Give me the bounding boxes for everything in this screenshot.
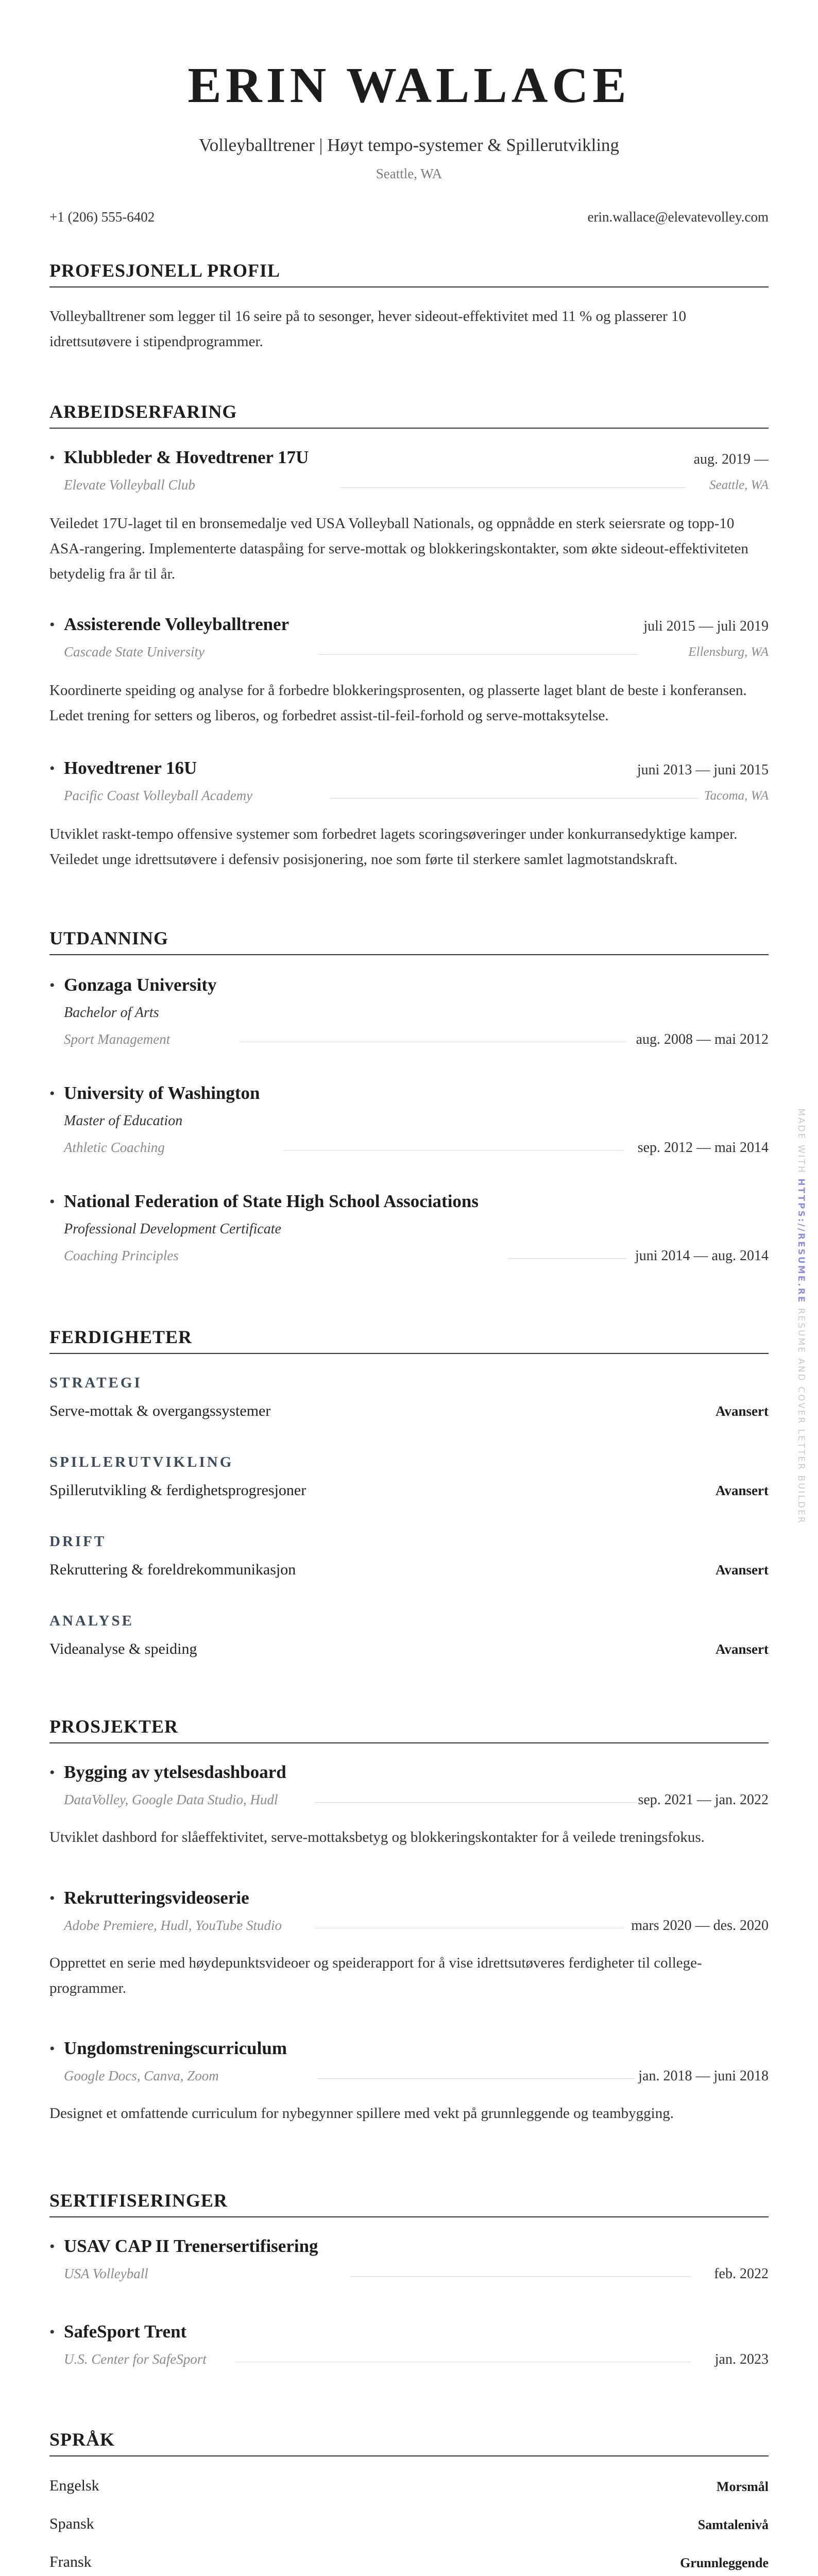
section-title-languages: SPRÅK [49,2429,769,2456]
language-name: Spansk [49,2515,94,2532]
section-title-skills: FERDIGHETER [49,1326,769,1354]
certification-name: SafeSport Trent [64,2321,187,2342]
experience-text: Koordinerte speiding og analyse for å forbedre blokkeringsprosenten, og plasserte laget blant de beste i konferansen. Ledet trening for setters og liberos, og forbedret assist-til-feil-forhold og serve-mottaksytelse. [49,682,747,724]
section-title-profile: PROFESJONELL PROFIL [49,260,769,287]
experience-text: Utviklet raskt-tempo offensive systemer som forbedret lagets scoringsøveringer under konkurransedyktige kamper. Veiledet unge idrettsutøvere i defensiv posisjonering, noe som førte til sterkere samlet lagmotstandskraft. [49,826,738,868]
bullet-icon: • [49,1085,55,1102]
watermark-suffix: RESUME AND COVER LETTER BUILDER [796,1308,806,1524]
divider [351,2276,691,2277]
experience-place: Tacoma, WA [704,789,769,803]
education-school: National Federation of State High School Associations [64,1191,479,1211]
candidate-name: ERIN WALLACE [188,58,630,113]
profile-text: Volleyballtrener som legger til 16 seire på to sesonger, hever sideout-effektivitet med 11 % og plasserer 10 idrettsutøvere i stipendprogrammer. [49,308,687,350]
experience-org: Cascade State University [64,644,204,659]
bullet-icon: • [49,616,55,633]
experience-place: Seattle, WA [709,478,769,492]
education-dates: aug. 2008 — mai 2012 [636,1031,769,1047]
divider [317,2078,634,2079]
project-tools: Adobe Premiere, Hudl, YouTube Studio [64,1918,282,1933]
bullet-icon: • [49,449,55,466]
email-link[interactable]: erin.wallace@elevatevolley.com [587,209,769,225]
experience-role: Assisterende Volleyballtrener [64,614,289,634]
project-name: Bygging av ytelsesdashboard [64,1762,286,1782]
skill-category: STRATEGI [49,1375,142,1391]
skill-name: Serve-mottak & overgangssystemer [49,1402,271,1419]
project-name: Rekrutteringsvideoserie [64,1888,249,1908]
divider [340,487,686,488]
bullet-icon: • [49,1764,55,1781]
watermark-link[interactable]: HTTPS://RESUME.RE [796,1178,806,1304]
skill-name: Videanalyse & speiding [49,1640,197,1657]
skill-level: Avansert [715,1562,769,1578]
certification-date: feb. 2022 [714,2266,769,2282]
project-text: Designet et omfattende curriculum for nybegynner spillere med vekt på grunnleggende og teambygging. [49,2105,674,2122]
experience-place: Ellensburg, WA [688,645,769,659]
project-tools: Google Docs, Canva, Zoom [64,2068,219,2083]
bullet-icon: • [49,2324,55,2341]
divider [508,1258,626,1259]
bullet-icon: • [49,2040,55,2057]
skill-level: Avansert [715,1641,769,1657]
language-name: Engelsk [49,2477,99,2494]
section-title-certifications: SERTIFISERINGER [49,2190,769,2217]
project-dates: jan. 2018 — juni 2018 [638,2068,769,2084]
project-dates: mars 2020 — des. 2020 [631,1918,769,1934]
skill-category: ANALYSE [49,1613,134,1629]
location: Seattle, WA [376,166,442,181]
language-name: Fransk [49,2553,92,2570]
skill-name: Spillerutvikling & ferdighetsprogresjoner [49,1482,306,1499]
bullet-icon: • [49,760,55,777]
project-dates: sep. 2021 — jan. 2022 [638,1792,769,1808]
experience-dates: aug. 2019 — [693,451,769,467]
certification-date: jan. 2023 [714,2351,769,2367]
education-degree: Master of Education [64,1113,183,1129]
section-title-education: UTDANNING [49,927,769,955]
skill-level: Avansert [715,1403,769,1419]
divider [315,1802,637,1803]
watermark-prefix: MADE WITH [796,1108,806,1174]
education-degree: Bachelor of Arts [64,1005,159,1021]
headline: Volleyballtrener | Høyt tempo-systemer & Spillerutvikling [198,135,620,155]
bullet-icon: • [49,1193,55,1210]
experience-dates: juli 2015 — juli 2019 [643,618,769,634]
language-level: Morsmål [716,2479,769,2494]
education-field: Sport Management [64,1031,171,1047]
project-text: Opprettet en serie med høydepunktsvideoer og speiderapport for å vise idrettsutøveres ferdigheter til college-programmer. [49,1955,702,1996]
section-title-projects: PROSJEKTER [49,1716,769,1743]
education-school: University of Washington [64,1083,260,1103]
experience-role: Hovedtrener 16U [64,758,197,778]
certification-issuer: USA Volleyball [64,2266,148,2281]
education-degree: Professional Development Certificate [64,1221,281,1237]
section-title-experience: ARBEIDSERFARING [49,401,769,429]
skill-category: SPILLERUTVIKLING [49,1454,234,1470]
experience-org: Pacific Coast Volleyball Academy [64,788,253,803]
bullet-icon: • [49,1890,55,1907]
skill-category: DRIFT [49,1533,107,1550]
bullet-icon: • [49,2238,55,2255]
bullet-icon: • [49,977,55,994]
divider [330,798,698,799]
education-school: Gonzaga University [64,975,217,995]
project-text: Utviklet dashbord for slåeffektivitet, serve-mottaksbetyg og blokkeringskontakter for å veilede treningsfokus. [49,1829,705,1845]
experience-role: Klubbleder & Hovedtrener 17U [64,447,309,467]
skill-level: Avansert [715,1483,769,1498]
language-level: Samtalenivå [697,2517,769,2532]
education-dates: juni 2014 — aug. 2014 [635,1248,769,1264]
project-tools: DataVolley, Google Data Studio, Hudl [64,1792,278,1807]
phone-number[interactable]: +1 (206) 555-6402 [49,209,155,225]
education-field: Athletic Coaching [64,1140,165,1155]
education-dates: sep. 2012 — mai 2014 [637,1140,769,1156]
certification-issuer: U.S. Center for SafeSport [64,2351,207,2367]
education-field: Coaching Principles [64,1248,179,1263]
skill-name: Rekruttering & foreldrekommunikasjon [49,1561,296,1578]
experience-org: Elevate Volleyball Club [64,477,195,493]
experience-dates: juni 2013 — juni 2015 [637,762,769,778]
project-name: Ungdomstreningscurriculum [64,2038,287,2058]
divider [318,654,638,655]
language-level: Grunnleggende [680,2555,769,2570]
certification-name: USAV CAP II Trenersertifisering [64,2236,318,2256]
experience-text: Veiledet 17U-laget til en bronsemedalje ved USA Volleyball Nationals, og oppnådde en sterk seiersrate og topp-10 ASA-rangering. Implementerte dataspåing for serve-mottak og blokkeringskontakter, som økte sideout-effektiviteten betydelig fra år til år. [49,515,748,582]
